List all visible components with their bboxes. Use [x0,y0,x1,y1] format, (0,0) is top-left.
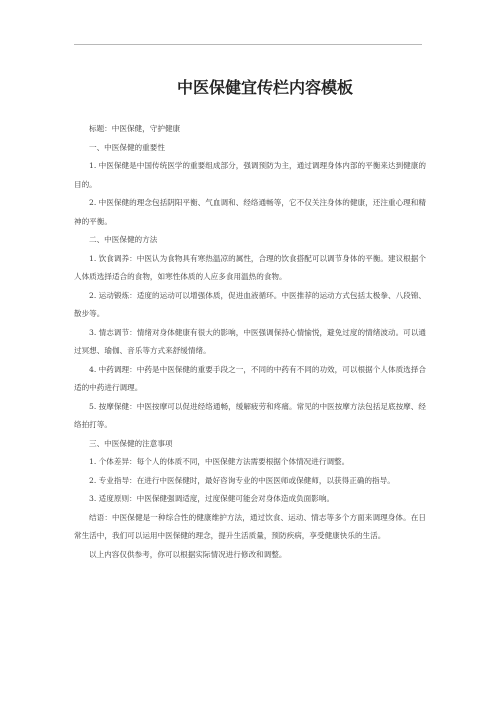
document-title: 中医保健宜传栏内容模板 [176,78,353,97]
paragraph-precaution-guidance: 2. 专业指导：在进行中医保健时，最好咨询专业的中医医师或保健师，以获得正确的指导。 [89,475,395,485]
paragraph-method-herbal: 4. 中药调理：中药是中医保健的重要手段之一，不同的中药有不同的功效，可以根据个人体质选择合适的中药进行调理。 [74,364,426,392]
section-heading-importance: 一、中医保健的重要性 [89,142,165,152]
paragraph-method-emotion: 3. 情志调节：情绪对身体健康有很大的影响，中医强调保持心情愉悦，避免过度的情绪波动。可以通过冥想、瑜伽、音乐等方式来舒缓情绪。 [74,327,426,355]
section-heading-methods: 二、中医保健的方法 [89,235,158,244]
paragraph-importance-2: 2. 中医保健的理念包括阴阳平衡、气血调和、经络通畅等，它不仅关注身体的健康，还注重心理和精神的平衡。 [74,198,426,226]
document-body [74,120,426,564]
header-rule [74,44,422,45]
paragraph-conclusion: 结语：中医保健是一种综合性的健康维护方法，通过饮食、运动、情志等多个方面来调理身体。在日常生活中，我们可以运用中医保健的理念，提升生活质量，预防疾病，享受健康快乐的生活。 [74,512,426,540]
paragraph-subject: 标题：中医保健，守护健康 [89,124,181,133]
paragraph-method-diet: 1. 饮食调养：中医认为食物具有寒热温凉的属性，合理的饮食搭配可以调节身体的平衡。建议根据个人体质选择适合的食物，如寒性体质的人应多食用温热的食物。 [74,253,426,281]
paragraph-method-massage: 5. 按摩保健：中医按摩可以促进经络通畅，缓解疲劳和疼痛。常见的中医按摩方法包括足底按摩、经络拍打等。 [74,401,426,429]
paragraph-precaution-moderation: 3. 适度原则：中医保健强调适度，过度保健可能会对身体造成负面影响。 [89,494,335,503]
paragraph-precaution-individual: 1. 个体差异：每个人的体质不同，中医保健方法需要根据个体情况进行调整。 [89,457,350,466]
paragraph-note: 以上内容仅供参考，你可以根据实际情况进行修改和调整。 [89,549,287,559]
paragraph-importance-1: 1. 中医保健是中国传统医学的重要组成部分，强调预防为主，通过调理身体内部的平衡来达到健康的目的。 [74,161,426,189]
section-heading-precautions: 三、中医保健的注意事项 [89,438,173,448]
paragraph-method-exercise: 2. 运动锻炼：适度的运动可以增强体质，促进血液循环。中医推荐的运动方式包括太极拳、八段锦、散步等。 [74,290,426,318]
